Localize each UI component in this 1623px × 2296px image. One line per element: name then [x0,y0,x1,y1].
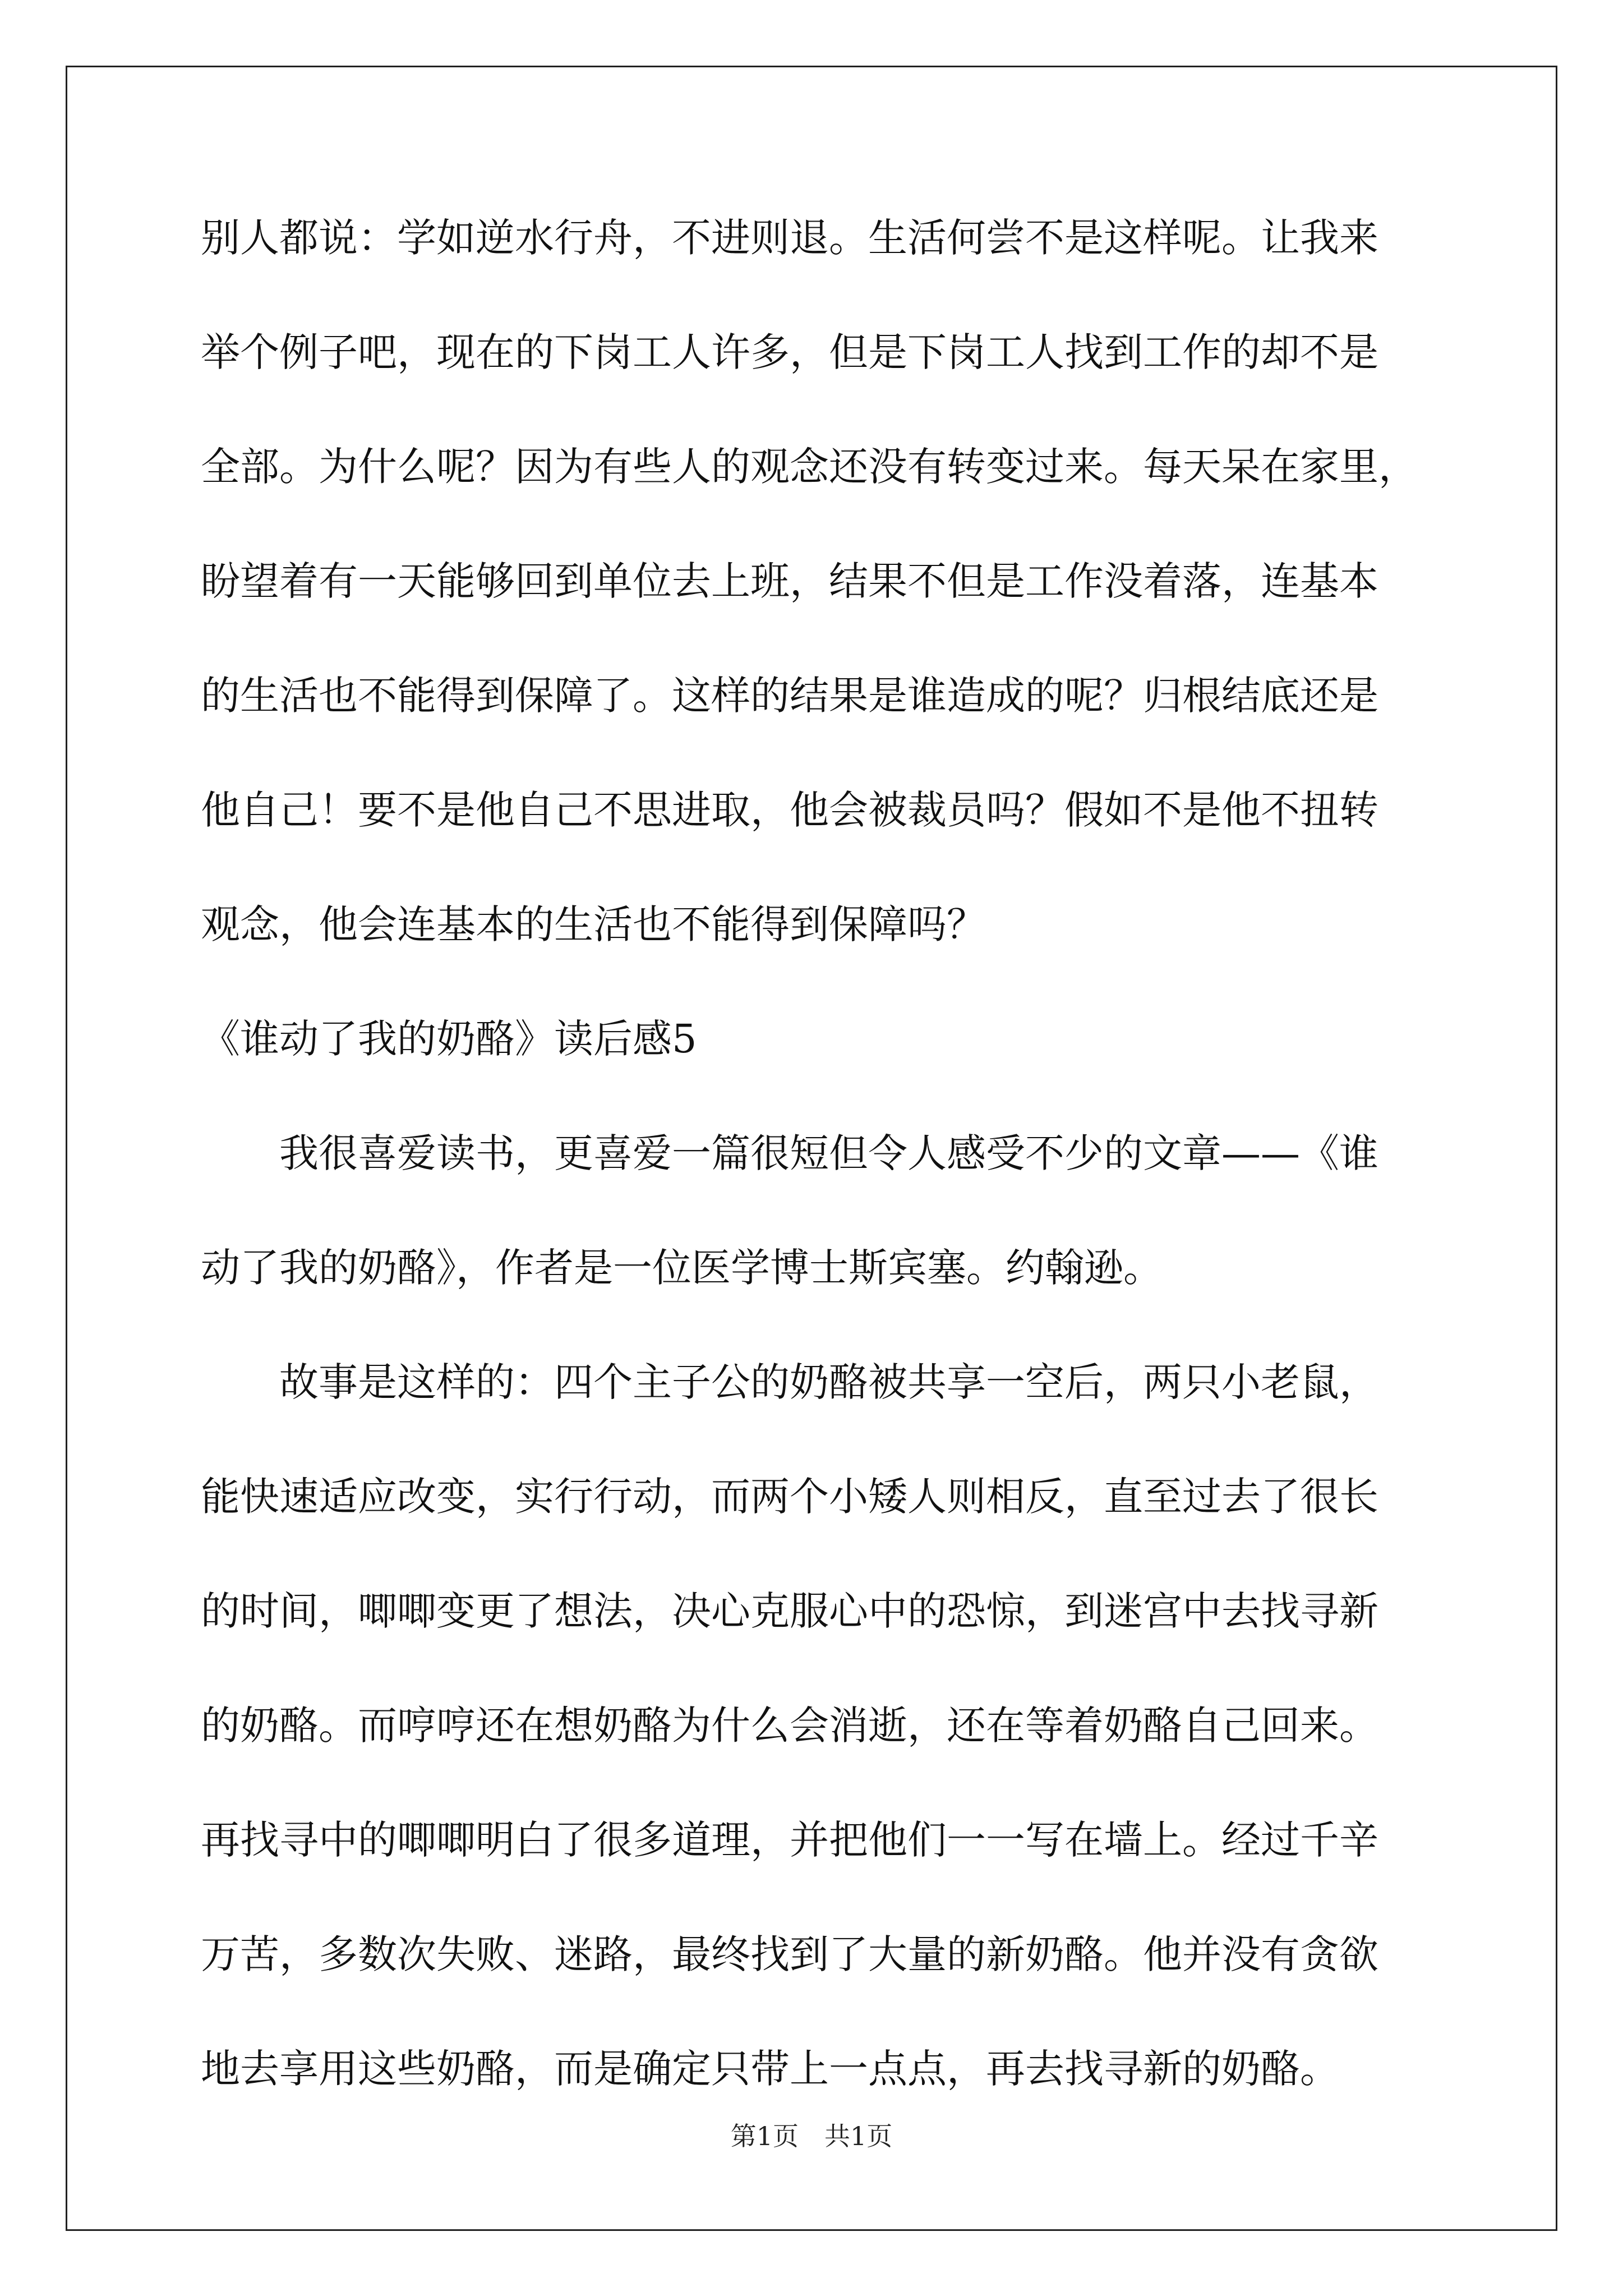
paragraph-line: 我很喜爱读书，更喜爱一篇很短但令人感受不少的文章——《谁 [279,1130,1378,1176]
section-heading: 《谁动了我的奶酪》读后感5 [201,1016,697,1062]
page-footer: 第1页 共1页 [730,2121,893,2151]
paragraph-line: 能快速适应改变，实行行动，而两个小矮人则相反，直至过去了很长 [201,1474,1378,1520]
document-body [201,202,1435,2147]
paragraph-line: 盼望着有一天能够回到单位去上班，结果不但是工作没着落，连基本 [201,558,1378,604]
paragraph-line: 全部。为什么呢？因为有些人的观念还没有转变过来。每天呆在家里， [201,444,1418,490]
paragraph-line: 的奶酪。而哼哼还在想奶酪为什么会消逝，还在等着奶酪自己回来。 [201,1703,1378,1749]
paragraph-line: 动了我的奶酪》，作者是一位医学博士斯宾塞。约翰逊。 [201,1245,1163,1291]
paragraph-line: 再找寻中的唧唧明白了很多道理，并把他们一一写在墙上。经过千辛 [201,1817,1378,1863]
paragraph-line: 举个例子吧，现在的下岗工人许多，但是下岗工人找到工作的却不是 [201,329,1378,375]
paragraph-line: 的生活也不能得到保障了。这样的结果是谁造成的呢？归根结底还是 [201,673,1378,719]
paragraph-line: 故事是这样的：四个主子公的奶酪被共享一空后，两只小老鼠， [279,1359,1378,1405]
paragraph-line: 万苦，多数次失败、迷路，最终找到了大量的新奶酪。他并没有贪欲 [201,1931,1378,1977]
paragraph-line: 地去享用这些奶酪，而是确定只带上一点点，再去找寻新的奶酪。 [201,2046,1339,2092]
paragraph-line: 的时间，唧唧变更了想法，决心克服心中的恐惊，到迷宫中去找寻新 [201,1588,1378,1634]
paragraph-line: 观念，他会连基本的生活也不能得到保障吗？ [201,901,986,947]
paragraph-line: 别人都说：学如逆水行舟，不进则退。生活何尝不是这样呢。让我来 [201,215,1378,261]
paragraph-line: 他自己！要不是他自己不思进取，他会被裁员吗？假如不是他不扭转 [201,787,1378,833]
